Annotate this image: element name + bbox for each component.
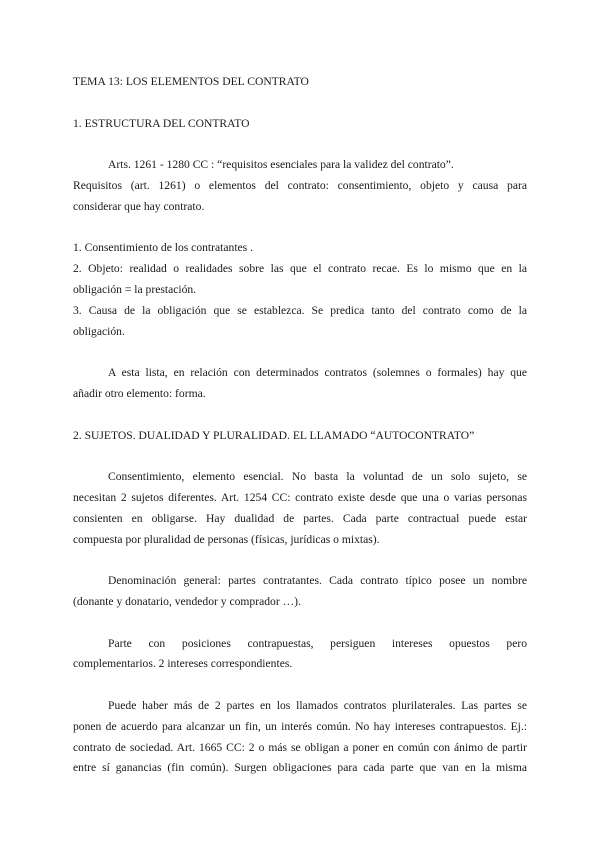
list-item: 1. Consentimiento de los contratantes . — [73, 241, 253, 255]
section-2-paragraph-3: Parte con posiciones contrapuestas, persiguen intereses opuestos pero complementarios. 2 intereses correspondientes. — [73, 636, 527, 671]
section-1-heading: 1. ESTRUCTURA DEL CONTRATO — [73, 116, 250, 130]
section-2-paragraph-1: Consentimiento, elemento esencial. No basta la voluntad de un solo sujeto, se necesitan 2 sujetos diferentes. Art. 1254 CC: contrato existe desde que una o varias personas consienten en obligarse. Hay dualidad de partes. Cada parte contractual puede estar compuesta por pluralidad de personas (físicas, jurídicas o mixtas). — [73, 470, 527, 546]
document-title: TEMA 13: LOS ELEMENTOS DEL CONTRATO — [73, 75, 309, 88]
section-2-paragraph-2: Denominación general: partes contratantes. Cada contrato típico posee un nombre (donante y donatario, vendedor y comprador …). — [73, 574, 527, 608]
section-1-paragraph-2: A esta lista, en relación con determinados contratos (solemnes o formales) hay que añadir otro elemento: forma. — [73, 366, 527, 400]
list-item: 2. Objeto: realidad o realidades sobre las que el contrato recae. Es lo mismo que en la — [73, 262, 527, 276]
requirements-list: 1. Consentimiento de los contratantes . 2. Objeto: realidad o realidades sobre las que el contrato recae. Es lo mismo que en la obligación = la prestación. 3. Causa de la obligación que se establezca. Se predica tanto del contrato como de la obligación. — [73, 238, 527, 342]
document-body — [73, 72, 527, 779]
list-item: 3. Causa de la obligación que se establezca. Se predica tanto del contrato como de la — [73, 303, 527, 317]
section-1-paragraph-1: Arts. 1261 - 1280 CC : “requisitos esenciales para la validez del contrato”. Requisitos (art. 1261) o elementos del contrato: consentimiento, objeto y causa para considerar que hay contrato. — [73, 158, 527, 213]
section-2-heading: 2. SUJETOS. DUALIDAD Y PLURALIDAD. EL LLAMADO “AUTOCONTRATO” — [73, 428, 475, 442]
section-2-paragraph-4: Puede haber más de 2 partes en los llamados contratos plurilaterales. Las partes se ponen de acuerdo para alcanzar un fin, un interés común. No hay intereses contrapuestos. Ej.: contrato de sociedad. Art. 1665 CC: 2 o más se obligan a poner en común con ánimo de partir entre sí ganancias (fin común). Surgen obligaciones para cada parte que van en la misma — [73, 698, 527, 775]
